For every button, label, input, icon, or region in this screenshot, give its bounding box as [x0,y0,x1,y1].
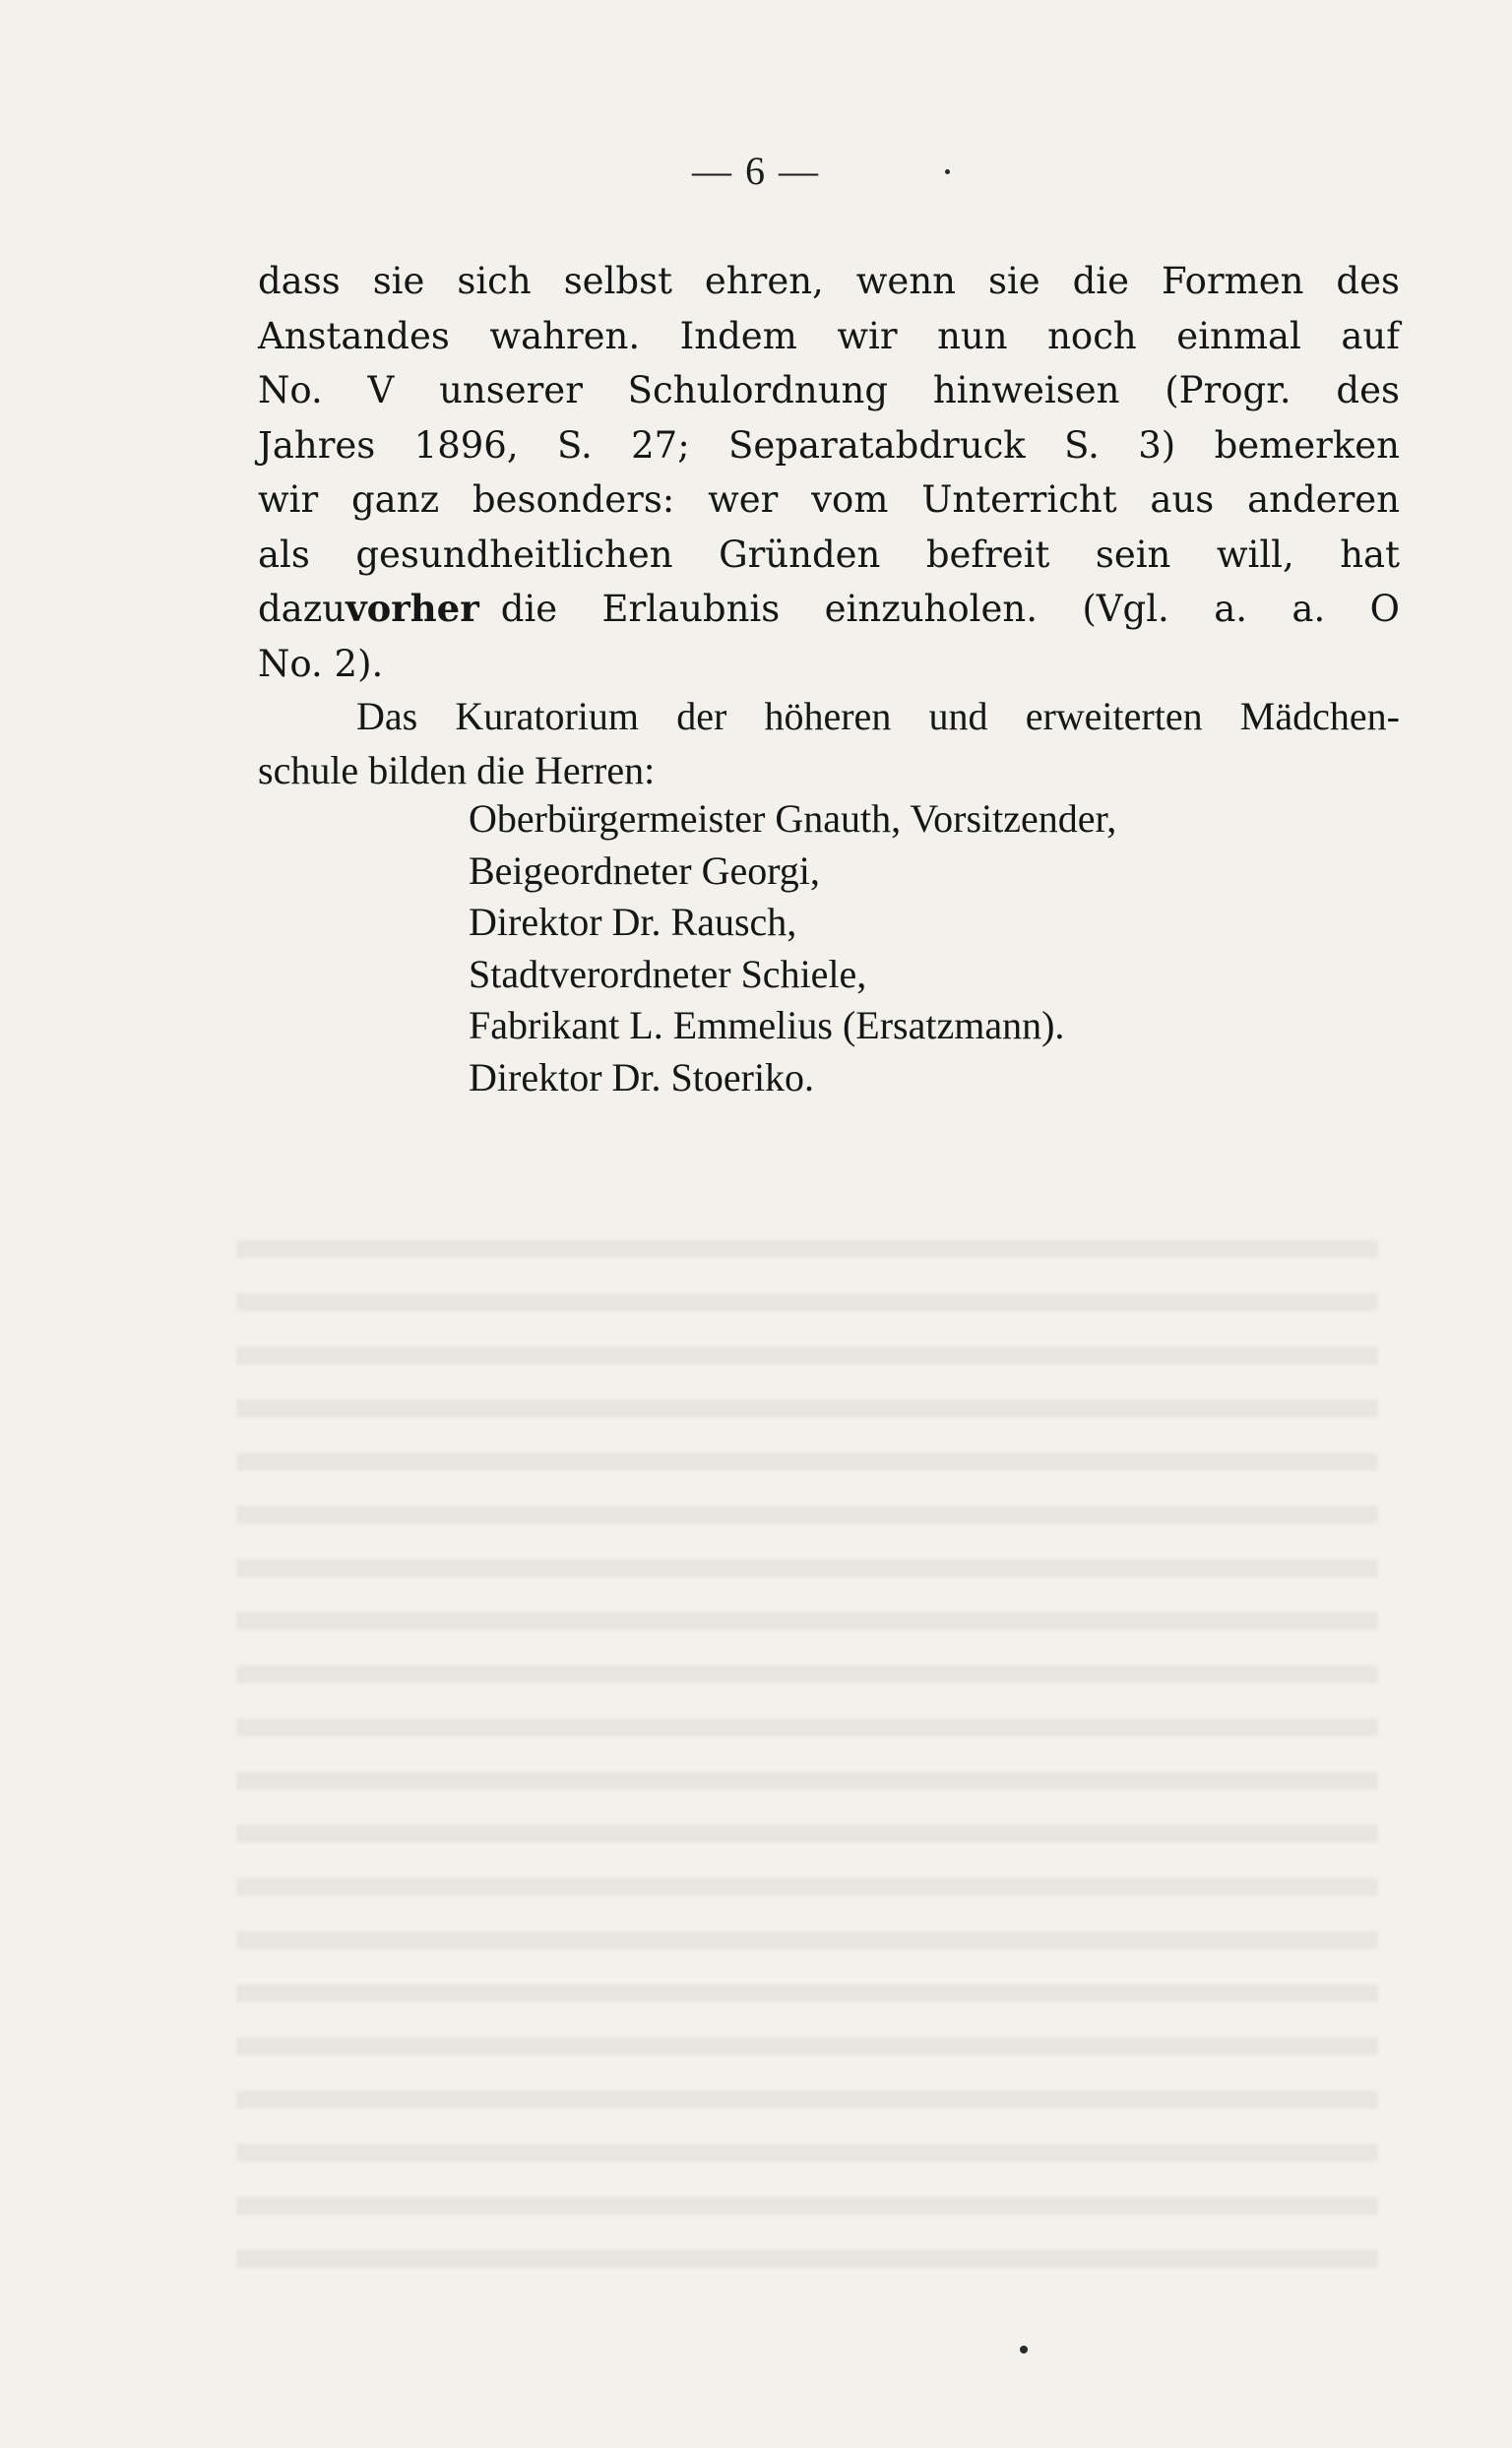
word: hat [1340,533,1400,576]
member-list [469,793,1116,1103]
word: nun [937,314,1008,357]
word: V [367,369,395,411]
word: Separatabdruck [728,423,1026,467]
word: wer [708,478,779,521]
word: der [676,694,727,738]
paragraph-1-line-emphasis [258,582,1400,637]
word: gesundheitlichen [355,533,673,576]
word: a. [1292,588,1326,630]
word: vom [811,478,889,521]
word: sein [1095,533,1171,576]
word: Jahres [258,423,376,467]
word: besonders: [472,478,675,521]
member-entry: Oberbürgermeister Gnauth, Vorsitzender, [469,796,1117,841]
paragraph-2-line [258,689,1400,743]
word: (Progr. [1165,369,1292,411]
word: befreit [925,533,1050,576]
paragraph-1-line [258,309,1400,364]
word: bemerken [1214,423,1400,467]
word: des [1336,260,1400,302]
word: 3) [1138,423,1176,467]
word: Indem [679,314,797,357]
word: und [928,694,988,738]
bleed-through-texture [236,1240,1378,2284]
paragraph-1-line [258,254,1400,309]
member-entry: Stadtverordneter Schiele, [469,951,867,996]
paragraph-1-line [258,418,1400,473]
word: einmal [1176,314,1301,357]
word: Das [356,694,418,738]
paragraph-1-line [258,472,1400,528]
word: einzuholen. [824,588,1038,630]
word: als [258,533,310,576]
word: die [1072,260,1130,302]
word: S. [556,423,593,467]
ink-speck [1020,2346,1028,2354]
word: Mädchen- [1239,694,1400,738]
word: O [1369,588,1400,630]
paragraph-1-line [258,528,1400,583]
word: Schulordnung [627,369,889,411]
word: wir [258,478,319,521]
word: 1896, [413,423,519,467]
word: die [500,588,558,630]
word: S. [1064,423,1100,467]
word: Gründen [719,533,881,576]
word: a. [1214,588,1248,630]
word: noch [1047,314,1137,357]
word: Erlaubnis [601,588,781,630]
word: wir [837,314,898,357]
ink-speck [945,169,950,174]
word: sie [372,260,425,302]
word: ehren, [704,260,824,302]
paragraph-1 [258,254,1400,691]
paragraph-2-line: schule bilden die Herren: [258,748,656,792]
emphasis-vorher: vorher [346,587,479,630]
word: Kuratorium [455,694,640,738]
page-number: — 6 — [692,149,820,193]
member-entry: Direktor Dr. Stoeriko. [469,1054,815,1099]
paragraph-1-line [258,363,1400,418]
word: No. [258,369,323,411]
word: Unterricht [921,478,1117,521]
line-text: dazu [258,588,346,630]
word: sich [457,260,532,302]
paragraph-1-line: No. 2). [258,642,384,685]
member-entry: Beigeordneter Georgi, [469,847,820,893]
member-entry: Direktor Dr. Rausch, [469,900,797,944]
word: aus [1150,478,1215,521]
word: Formen [1162,260,1304,302]
word: anderen [1247,478,1400,521]
word: dass [258,260,341,302]
word: hinweisen [932,369,1120,411]
word: wahren. [489,314,641,357]
word: Anstandes [258,314,450,357]
word: sie [987,260,1040,302]
word: 27; [631,423,690,467]
word: unserer [439,369,583,411]
member-entry: Fabrikant L. Emmelius (Ersatzmann). [469,1003,1065,1047]
word: (Vgl. [1082,588,1169,630]
word: des [1336,369,1400,411]
word: auf [1341,314,1400,357]
word: ganz [351,478,440,521]
line-text [501,582,1400,637]
word: will, [1216,533,1294,576]
word: höheren [764,694,892,738]
paragraph-2 [258,689,1400,797]
word: selbst [563,260,672,302]
word: wenn [855,260,956,302]
word: erweiterten [1025,694,1203,738]
